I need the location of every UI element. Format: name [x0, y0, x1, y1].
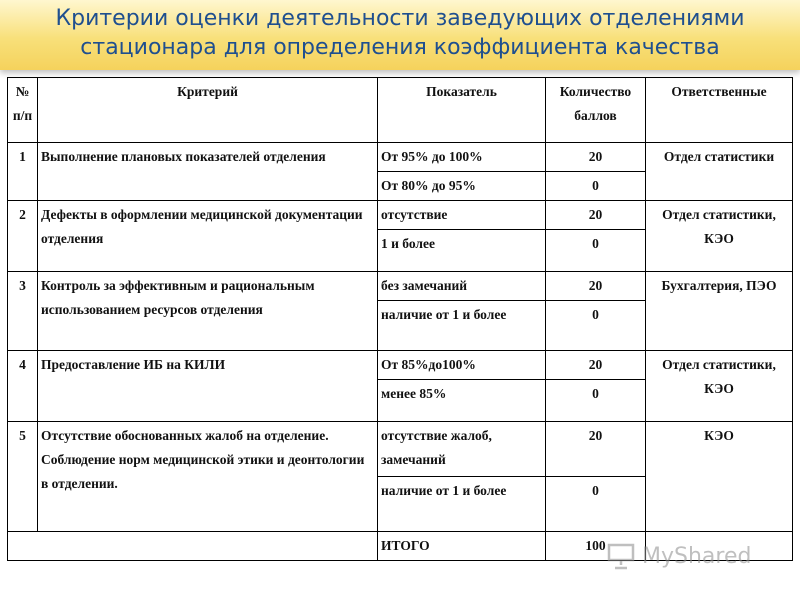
row-responsible: Отдел статистики, КЭО	[646, 351, 793, 422]
row-indicator: От 95% до 100%	[378, 143, 546, 172]
table-row	[8, 351, 793, 380]
row-num: 3	[8, 272, 38, 351]
table-row	[8, 143, 793, 172]
page-title-line-2: стационара для определения коэффициента качества	[80, 35, 720, 60]
row-criterion: Отсутствие обоснованных жалоб на отделение. Соблюдение норм медицинской этики и деонтологии в отделении.	[38, 422, 378, 532]
row-indicator: От 80% до 95%	[378, 172, 546, 201]
watermark	[606, 536, 766, 576]
row-responsible: Отдел статистики, КЭО	[646, 201, 793, 272]
page-title	[10, 4, 790, 62]
row-indicator: отсутствие	[378, 201, 546, 230]
table-row	[8, 272, 793, 301]
row-criterion: Контроль за эффективным и рациональным использованием ресурсов отделения	[38, 272, 378, 351]
row-indicator: без замечаний	[378, 272, 546, 301]
row-points: 0	[546, 172, 646, 201]
row-indicator: От 85%до100%	[378, 351, 546, 380]
row-indicator: менее 85%	[378, 380, 546, 422]
row-indicator: отсутствие жалоб, замечаний	[378, 422, 546, 477]
row-points: 20	[546, 272, 646, 301]
header-num	[8, 78, 38, 143]
header-row	[8, 78, 793, 143]
watermark-text: MyShared	[642, 543, 752, 569]
row-num: 2	[8, 201, 38, 272]
row-num: 5	[8, 422, 38, 532]
header-points	[546, 78, 646, 143]
row-points: 20	[546, 351, 646, 380]
presentation-board-icon	[606, 541, 636, 571]
row-points: 20	[546, 201, 646, 230]
row-num: 1	[8, 143, 38, 201]
total-points: 100	[546, 532, 646, 561]
header-num-line-2: п/п	[12, 108, 33, 123]
table-row	[8, 201, 793, 230]
criteria-table-wrap	[7, 77, 792, 567]
row-indicator: 1 и более	[378, 230, 546, 272]
row-num: 4	[8, 351, 38, 422]
header-points-line-2: баллов	[574, 108, 617, 123]
row-indicator: наличие от 1 и более	[378, 477, 546, 532]
table-row	[8, 422, 793, 477]
total-empty-cell	[8, 532, 378, 561]
row-responsible: Бухгалтерия, ПЭО	[646, 272, 793, 351]
row-points: 20	[546, 422, 646, 477]
page-title-line-1: Критерии оценки деятельности заведующих отделениями	[55, 6, 745, 31]
row-responsible: КЭО	[646, 422, 793, 532]
header-points-line-1: Количество	[559, 84, 632, 99]
header-num-line-1: №	[15, 84, 30, 99]
row-criterion: Выполнение плановых показателей отделения	[38, 143, 378, 201]
header-criterion: Критерий	[38, 78, 378, 143]
row-points: 0	[546, 380, 646, 422]
row-responsible: Отдел статистики	[646, 143, 793, 201]
row-points: 20	[546, 143, 646, 172]
row-points: 0	[546, 230, 646, 272]
header-responsible: Ответственные	[646, 78, 793, 143]
row-points: 0	[546, 301, 646, 351]
total-label: ИТОГО	[378, 532, 546, 561]
title-bar	[0, 0, 800, 70]
row-criterion: Дефекты в оформлении медицинской документации отделения	[38, 201, 378, 272]
row-points: 0	[546, 477, 646, 532]
row-criterion: Предоставление ИБ на КИЛИ	[38, 351, 378, 422]
row-indicator: наличие от 1 и более	[378, 301, 546, 351]
header-indicator: Показатель	[378, 78, 546, 143]
criteria-table	[7, 77, 793, 561]
